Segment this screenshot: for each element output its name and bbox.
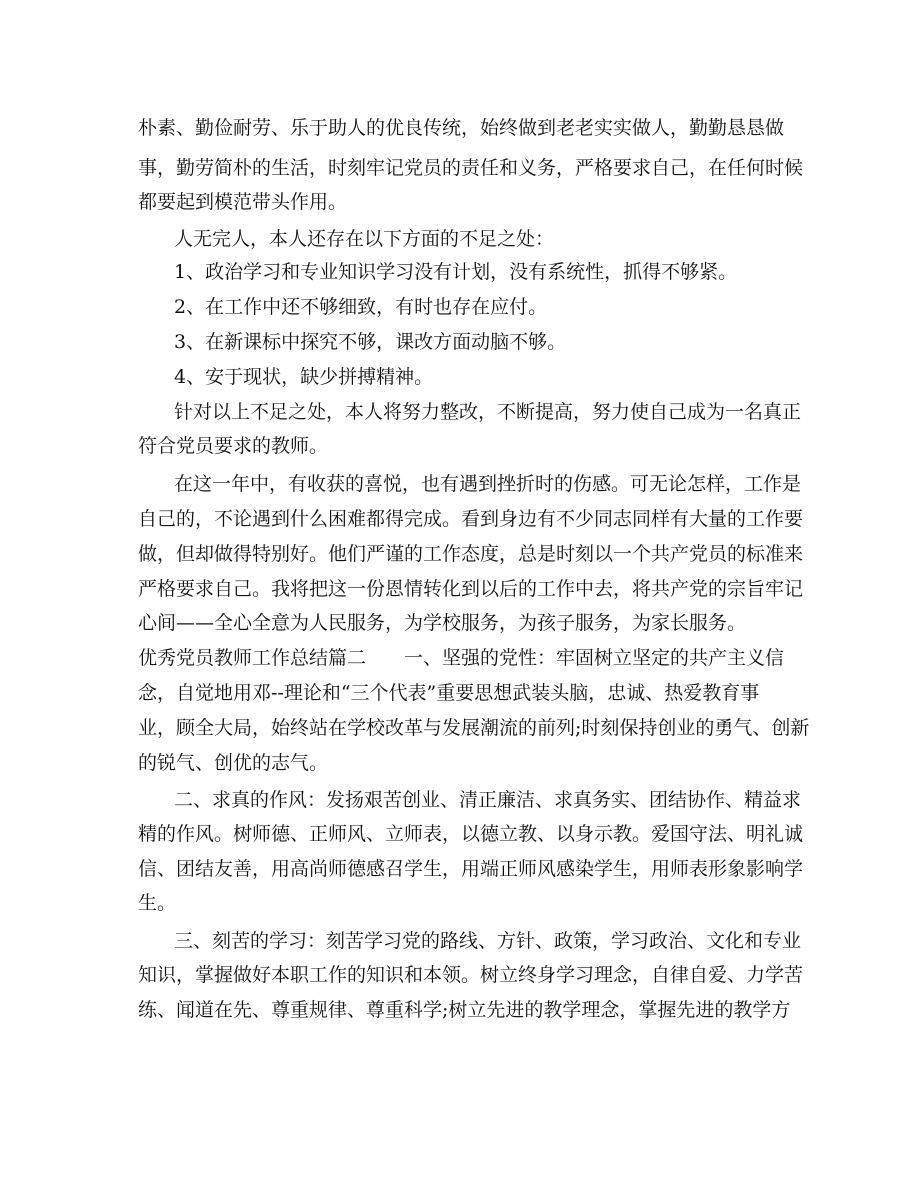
text-line: 自己的，不论遇到什么困难都得完成。看到身边有不少同志同样有大量的工作要: [138, 508, 804, 530]
text-line: 生。: [138, 892, 177, 914]
text-line: 3、在新课标中探究不够，课改方面动脑不够。: [174, 331, 567, 353]
text-line: 针对以上不足之处，本人将努力整改，不断提高，努力使自己成为一名真正: [174, 401, 802, 423]
text-line: 在这一年中，有收获的喜悦，也有遇到挫折时的伤感。可无论怎样，工作是: [174, 473, 802, 495]
text-line: 都要起到模范带头作用。: [138, 191, 348, 213]
text-line: 2、在工作中还不够细致，有时也存在应付。: [174, 296, 548, 318]
text-line: 信、团结友善，用高尚师德感召学生，用端正师风感染学生，用师表形象影响学: [138, 858, 804, 880]
text-line: 练、闻道在先、尊重规律、尊重科学;树立先进的教学理念，掌握先进的教学方: [138, 999, 791, 1021]
text-line: 的锐气、创优的志气。: [138, 752, 329, 774]
text-line: 二、求真的作风：发扬艰苦创业、清正廉洁、求真务实、团结协作、精益求: [174, 789, 802, 811]
text-line: 念，自觉地用邓--理论和“三个代表”重要思想武装头脑，忠诚、热爱教育事: [138, 682, 760, 704]
text-line: 符合党员要求的教师。: [138, 435, 329, 457]
text-line: 事，勤劳简朴的生活，时刻牢记党员的责任和义务，严格要求自己，在任何时候: [138, 157, 804, 179]
text-line: 人无完人，本人还存在以下方面的不足之处：: [174, 228, 555, 250]
text-line: 严格要求自己。我将把这一份恩情转化到以后的工作中去，将共产党的宗旨牢记: [138, 578, 804, 600]
text-line: 1、政治学习和专业知识学习没有计划，没有系统性，抓得不够紧。: [174, 261, 738, 283]
text-line: 朴素、勤俭耐劳、乐于助人的优良传统，始终做到老老实实做人，勤勤恳恳做: [138, 117, 785, 139]
text-line: 业，顾全大局，始终站在学校改革与发展潮流的前列;时刻保持创业的勇气、创新: [138, 717, 810, 739]
text-line: 4、安于现状，缺少拼搏精神。: [174, 366, 434, 388]
text-line: 优秀党员教师工作总结篇二 一、坚强的党性：牢固树立坚定的共产主义信: [138, 647, 785, 669]
text-line: 精的作风。树师德、正师风、立师表，以德立教、以身示教。爱国守法、明礼诚: [138, 823, 804, 845]
text-line: 知识，掌握做好本职工作的知识和本领。树立终身学习理念，自律自爱、力学苦: [138, 964, 804, 986]
text-line: 做，但却做得特别好。他们严谨的工作态度，总是时刻以一个共产党员的标准来: [138, 543, 804, 565]
text-line: 三、刻苦的学习：刻苦学习党的路线、方针、政策，学习政治、文化和专业: [174, 930, 802, 952]
text-line: 心间——全心全意为人民服务，为学校服务，为孩子服务，为家长服务。: [138, 612, 747, 634]
